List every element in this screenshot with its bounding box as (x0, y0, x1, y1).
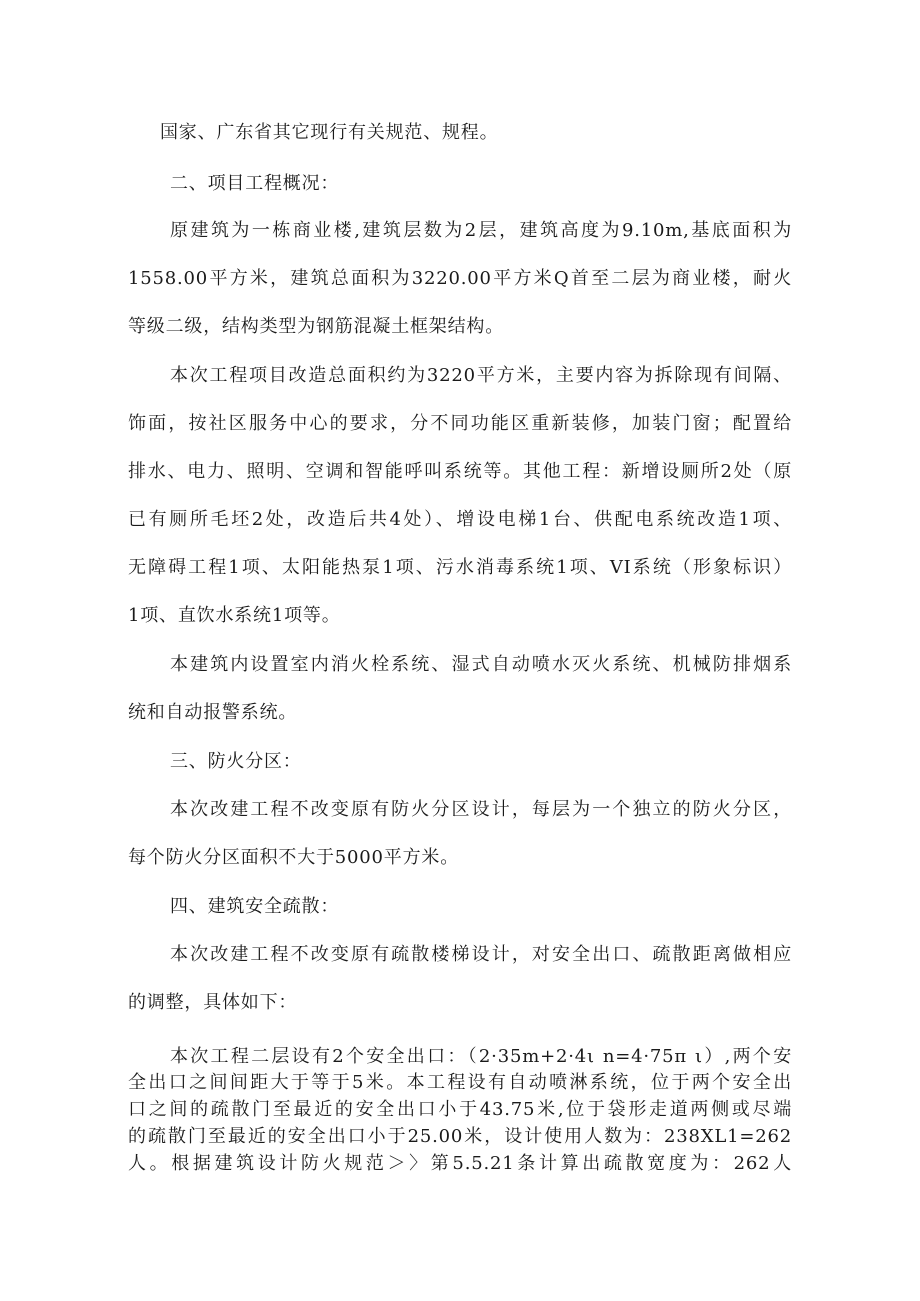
text-line: 本建筑内设置室内消火栓系统、湿式自动喷水灭火系统、机械防排烟系 (170, 654, 792, 675)
text-line: 每个防火分区面积不大于5000平方米。 (128, 847, 460, 868)
section-heading: 四、建筑安全疏散： (170, 896, 340, 917)
section-heading: 二、项目工程概况： (170, 173, 340, 194)
text-line: 等级二级，结构类型为钢筋混凝土框架结构。 (128, 316, 504, 337)
text-line: 1558.00平方米，建筑总面积为3220.00平方米Q首至二层为商业楼，耐火 (128, 268, 792, 289)
text-line: 全出口之间间距大于等于5米。本工程设有自动喷淋系统，位于两个安全出 (128, 1072, 792, 1093)
text-line: 国家、广东省其它现行有关规范、规程。 (160, 122, 499, 143)
text-line: 饰面，按社区服务中心的要求，分不同功能区重新装修，加装门窗；配置给 (128, 413, 792, 434)
text-line: 本次改建工程不改变原有防火分区设计，每层为一个独立的防火分区， (170, 799, 792, 820)
text-line: 无障碍工程1项、太阳能热泵1项、污水消毒系统1项、VI系统（形象标识） (128, 557, 792, 578)
text-line: 已有厕所毛坯2处，改造后共4处）、增设电梯1台、供配电系统改造1项、 (128, 509, 792, 530)
text-line: 的调整，具体如下： (128, 992, 298, 1013)
text-line: 人。根据建筑设计防火规范＞〉第5.5.21条计算出疏散宽度为：262人 (128, 1153, 792, 1174)
text-line: 本次工程项目改造总面积约为3220平方米，主要内容为拆除现有间隔、 (170, 365, 792, 386)
text-line: 排水、电力、照明、空调和智能呼叫系统等。其他工程：新增设厕所2处（原 (128, 461, 792, 482)
text-line: 本次工程二层设有2个安全出口：（2·35m+2·4ι n=4·75π ι）,两个安 (170, 1046, 792, 1067)
section-heading: 三、防火分区： (170, 751, 302, 772)
text-line: 口之间的疏散门至最近的安全出口小于43.75米,位于袋形走道两侧或尽端 (128, 1099, 792, 1120)
text-line: 的疏散门至最近的安全出口小于25.00米，设计使用人数为：238XL1=262 (128, 1126, 792, 1147)
text-line: 1项、直饮水系统1项等。 (128, 605, 341, 626)
text-line: 统和自动报警系统。 (128, 702, 298, 723)
text-line: 本次改建工程不改变原有疏散楼梯设计，对安全出口、疏散距离做相应 (170, 944, 792, 965)
text-line: 原建筑为一栋商业楼,建筑层数为2层，建筑高度为9.10m,基底面积为 (170, 220, 792, 241)
